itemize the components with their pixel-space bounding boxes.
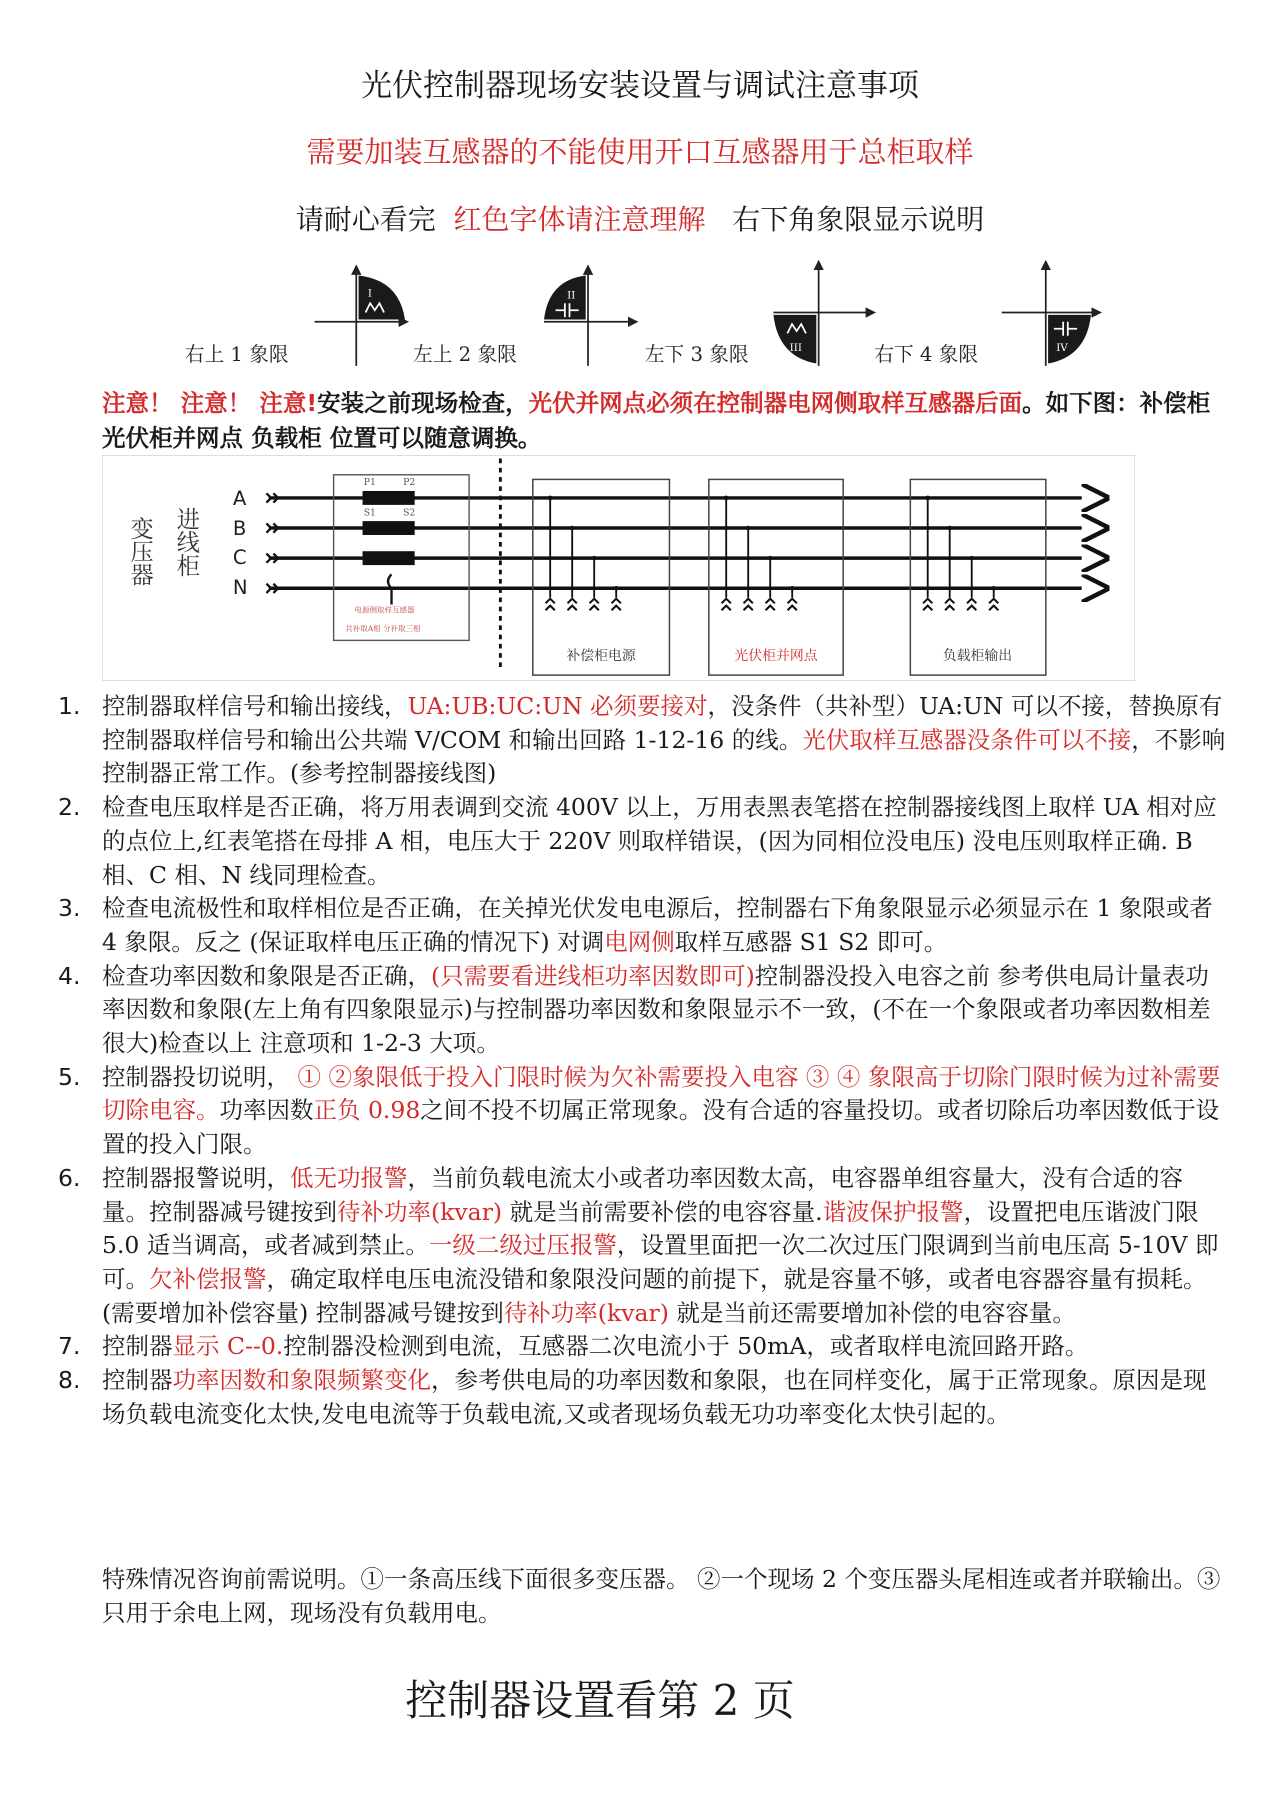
incoming-cabinet-label: 进线柜 [172,507,199,577]
phase-n-label: N [232,576,248,600]
footer-note: 控制器设置看第 2 页 [405,1676,795,1725]
cabinet-label-pv-grid-point: 光伏柜并网点 [734,648,818,665]
transformer-label: 变压器 [126,516,153,586]
ct-note-1: 电源侧取样互感器 [354,605,415,615]
list-item [58,1364,1228,1431]
list-item-number: 2. [58,793,81,822]
text-segment: 取样互感器 S1 S2 即可。 [674,927,948,956]
list-item-text [102,791,1228,892]
quadrant-diagram [150,258,1135,374]
text-segment: 检查电压取样是否正确，将万用表调到交流 400V 以上，万用表黑表笔搭在控制器接线图上取样 UA 相对应的点位上,红表笔搭在母排 A 相，电压大于 220V 则取样错误，(因为同相位没电压) 没电压则取样正确. B 相、C 相、N 线同理检查。 [102,793,1217,889]
text-segment: 控制器投切说明， [102,1062,298,1091]
text-segment: 就是当前需要补偿的电容容量. [502,1197,823,1226]
ct-s2: S2 [403,507,416,519]
tap-node [614,586,619,591]
highlighted-text: 待补功率(kvar) [503,1298,669,1327]
quadrant-3-roman: III [789,341,803,354]
phase-b-label: B [232,516,247,540]
tap-node [947,526,952,531]
quadrant-1-roman: I [367,287,372,300]
list-item [58,1162,1228,1331]
text-segment: ，设置把电压谐波门限 5.0 适当调高，或者减到禁止。 [102,1197,1199,1260]
highlighted-text: 欠补偿报警 [149,1264,267,1293]
text-segment: 控制器没检测到电流，互感器二次电流小于 50mA，或者取样电流回路开路。 [283,1332,1089,1361]
text-segment: 请耐心看完 [295,203,454,236]
tap-node [548,496,553,501]
text-segment: 检查电流极性和取样相位是否正确，在关掉光伏发电电源后，控制器右下角象限显示必须显示在 1 象限或者 4 象限。反之 (保证取样电压正确的情况下) 对调 [102,894,1213,956]
highlighted-text: 电网侧 [604,927,675,956]
text-segment: ，参考供电局的功率因数和象限，也在同样变化，属于正常现象。原因是现场负载电流变化太快,发电电流等于负载电流,又或者现场负载无功功率变化太快引起的。 [102,1366,1207,1428]
notice-line [0,198,1280,238]
highlighted-text: 低无功报警 [290,1163,408,1192]
list-item-text [102,1330,1228,1364]
list-item-number: 8. [58,1366,81,1395]
ct-p1: P1 [363,477,376,489]
quadrant-1-icon [315,266,408,366]
highlighted-text: 待补功率(kvar) [337,1197,503,1226]
list-item [58,892,1228,959]
list-item-text [102,1061,1228,1162]
phase-a-label: A [232,486,247,510]
highlighted-text: 红色字体请注意理解 [453,203,706,236]
list-item-text [102,1364,1228,1431]
tap-node [592,556,597,561]
list-item-number: 7. [58,1332,81,1361]
text-segment: 功率因数 [219,1096,314,1125]
ct-p2: P2 [403,477,416,489]
text-segment: 控制器报警说明， [102,1163,290,1192]
quadrant-3-label: 左下 3 象限 [644,343,749,367]
list-item-number: 4. [58,961,81,990]
ct-note-2: 共补取A相 分补取三相 [345,624,421,634]
list-item-number: 6. [58,1163,81,1192]
list-item-text [102,690,1228,791]
quadrant-4-roman: IV [1056,341,1068,354]
tap-node [570,526,575,531]
quadrant-3-icon [773,262,874,366]
text-segment: 控制器取样信号和输出接线， [102,692,408,720]
tap-node [724,496,729,501]
wiring-diagram [102,455,1135,681]
highlighted-text: 显示 C--0. [172,1332,284,1361]
highlighted-text: (只需要看进线柜功率因数即可) [431,961,755,990]
text-segment: ，设置里面把一次二次过压门限调到当前电压高 5-10V 即可。 [102,1231,1219,1293]
text-segment: 安装之前现场检查， [317,389,529,417]
list-item-number: 3. [58,894,81,923]
highlighted-text: UA:UB:UC:UN 必须要接对 [407,692,708,720]
page-subtitle-warning: 需要加装互感器的不能使用开口互感器用于总柜取样 [306,135,974,169]
cabinet-label-load-output: 负载柜输出 [942,648,1013,665]
text-segment: ，当前负载电流太小或者功率因数太高，电容器单组容量大，没有合适的容量。控制器减号键按到 [102,1163,1183,1226]
list-item [58,690,1228,791]
quadrant-2-icon [544,266,637,366]
list-item-number: 5. [58,1062,81,1091]
tap-node [746,526,751,531]
text-segment: 。如下图：补偿柜 光伏柜并网点 负载柜 位置可以随意调换。 [102,389,1211,452]
tap-node [991,586,996,591]
quadrant-4-icon [1002,262,1101,366]
tap-node [790,586,795,591]
quadrant-1-label: 右上 1 象限 [184,343,289,367]
highlighted-text: 谐波保护报警 [822,1197,964,1226]
text-segment: 控制器 [102,1332,173,1361]
highlighted-text: 光伏并网点必须在控制器电网侧取样互感器后面 [528,389,1023,417]
text-segment: 之间不投不切属正常现象。没有合适的容量投切。或者切除后功率因数低于设置的投入门限。 [102,1096,1220,1159]
text-segment: ，确定取样电压电流没错和象限没问题的前提下，就是容量不够，或者电容器容量有损耗。(需要增加补偿容量) 控制器减号键按到 [102,1264,1207,1327]
text-segment: 右下角象限显示说明 [705,203,985,236]
text-segment: ，没条件（共补型）UA:UN 可以不接，替换原有控制器取样信号和输出公共端 V/COM 和输出回路 1-12-16 的线。 [102,692,1223,754]
quadrant-2-label: 左上 2 象限 [413,343,517,367]
quadrant-2-roman: II [567,289,576,302]
text-segment: 就是当前还需要增加补偿的电容容量。 [668,1298,1076,1327]
attention-note [102,386,1227,456]
text-segment: 检查功率因数和象限是否正确， [102,961,431,990]
tap-node [768,556,773,561]
list-item-text [102,892,1228,959]
ct-s1: S1 [363,507,376,519]
highlighted-text: 注意！ 注意！ 注意! [102,389,318,417]
quadrant-4-label: 右下 4 象限 [874,343,979,367]
highlighted-text: ① ②象限低于投入门限时候为欠补需要投入电容 ③ ④ 象限高于切除门限时候为过补需要切除电容。 [102,1062,1221,1125]
text-segment: 控制器没投入电容之前 参考供电局计量表功率因数和象限(左上角有四象限显示)与控制器功率因数和象限显示不一致，(不在一个象限或者功率因数相差很大)检查以上 注意项和 1-2-3 大项。 [102,961,1211,1058]
list-item [58,791,1228,892]
text-segment: ，不影响控制器正常工作。(参考控制器接线图) [102,725,1226,788]
tap-node [969,556,974,561]
cabinet-label-compensation: 补偿柜电源 [566,648,636,665]
list-item-number: 1. [58,692,81,720]
highlighted-text: 光伏取样互感器没条件可以不接 [802,725,1132,754]
list-item [58,1061,1228,1162]
tap-node [925,496,930,501]
list-item-text [102,1162,1228,1331]
list-item-text [102,960,1228,1061]
special-note: 特殊情况咨询前需说明。①一条高压线下面很多变压器。 ②一个现场 2 个变压器头尾相连或者并联输出。③只用于余电上网，现场没有负载用电。 [102,1565,1221,1627]
text-segment: 控制器 [102,1366,173,1395]
page-title: 光伏控制器现场安装设置与调试注意事项 [361,68,919,104]
phase-c-label: C [232,545,247,569]
instruction-list [58,690,1228,1431]
highlighted-text: 一级二级过压报警 [428,1231,617,1260]
highlighted-text: 功率因数和象限频繁变化 [172,1366,431,1395]
highlighted-text: 正负 0.98 [313,1096,421,1125]
list-item [58,1330,1228,1364]
list-item [58,960,1228,1061]
